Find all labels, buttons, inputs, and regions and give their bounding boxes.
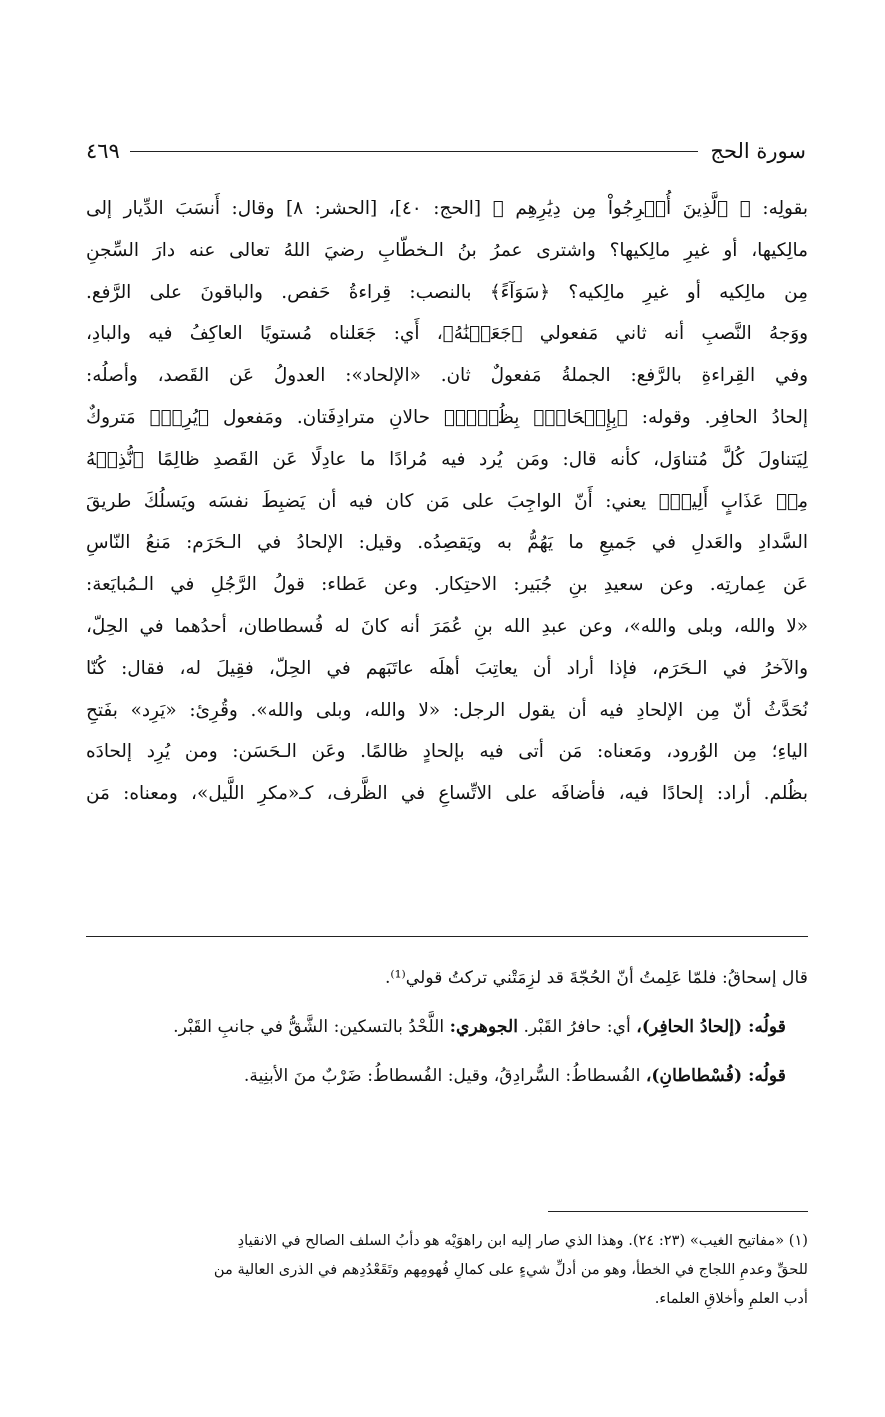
main-text-line: مِنۡ عَذَابٍ أَلِيمٖ﴾ يعني: أَنّ الواجِبَ على مَن كان فيه أن يَضبِطَ نفسَه ويَسلُكَ طريقَ bbox=[86, 490, 808, 512]
main-text-line: مالِكيها، أو غيرِ مالِكيها؟ واشترى عمرُ بنُ الـخطّابِ رضيَ اللهُ تعالى عنه دارَ السِّجنِ bbox=[86, 239, 808, 261]
commentary-note-text: أي: حافرُ القَبْر. bbox=[518, 1017, 637, 1037]
main-text-line: لِيَتناولَ كُلَّ مُتناوَل، كأنه قال: ومَن يُرد فيه مُرادًا ما عادِلًا عَن القَصدِ ظالِمًا ﴿نُّذِقۡهُ bbox=[86, 448, 808, 470]
commentary-note bbox=[86, 1009, 808, 1046]
commentary-note-text: اللَّحْدُ بالتسكين: الشَّقُّ في جانبِ القَبْر. bbox=[173, 1017, 450, 1037]
main-text-line: «لا والله، وبلى والله»، وعن عبدِ الله بنِ عُمَرَ أنه كانَ له فُسطاطان، أحدُهما في الحِلّ، bbox=[86, 615, 808, 637]
main-text-line: والآخرُ في الـحَرَم، فإذا أراد أن يعاتِبَ أهلَه عاتَبَهم في الحِلّ، فقِيلَ له، فقال: كُنّا bbox=[86, 657, 808, 679]
commentary-note-label: قولُه: (إلحادُ الحافِر)، bbox=[636, 1017, 786, 1037]
main-text-line: بقولِه: ﴿ ٱلَّذِينَ أُخۡرِجُواْ مِن دِيَٰرِهِم ﴾ [الحج: ٤٠]، [الحشر: ٨] وقال: أَنسَبَ الدِّيار إلى bbox=[86, 198, 808, 219]
commentary-note-source: الجوهري: bbox=[449, 1017, 518, 1037]
main-text-line: عَن عِمارتِه. وعن سعيدِ بنِ جُبَير: الاحتِكار. وعن عَطاء: قولُ الرَّجُلِ في الـمُبايَعة: bbox=[86, 574, 808, 596]
footnote-line: (١) «مفاتيح الغيب» (٢٣: ٢٤). وهذا الذي صار إليه ابن راهوَيْه هو دأبُ السلف الصالح في الانقيادِ bbox=[237, 1232, 808, 1249]
footnote-divider bbox=[548, 1211, 808, 1212]
footnote-line: للحقِّ وعدمِ اللجاج في الخطأ، وهو من أدلِّ شيءٍ على كمالِ فُهومِهم وتَقَعْدُدِهم في الذرى العالية من bbox=[213, 1261, 808, 1278]
running-header bbox=[86, 136, 806, 166]
main-text-line: إلحادُ الحافِر. وقوله: ﴿بِإِلۡحَادِۭ بِظُلۡمٖ﴾ حالانِ مترادِفَتان. ومَفعول ﴿يُرِدۡ﴾ مَتروكٌ bbox=[86, 406, 808, 428]
commentary bbox=[86, 960, 808, 1107]
main-text-line: وفي القِراءةِ بالرَّفع: الجملةُ مَفعولٌ ثان. «الإلحاد»: العدولُ عَن القَصد، وأصلُه: bbox=[86, 365, 808, 387]
main-text-line: السَّدادِ والعَدلِ في جَميعِ ما يَهُمُّ به ويَقصِدُه. وقيل: الإلحادُ في الـحَرَم: مَنعُ النّاسِ bbox=[86, 532, 808, 554]
main-text bbox=[86, 188, 808, 815]
chapter-title: سورة الحج bbox=[710, 139, 806, 163]
commentary-verse: قال إسحاقُ: فلمّا عَلِمتُ أنّ الحُجّةَ قد لزِمَتْني تركتُ قولي⁽¹⁾. bbox=[384, 968, 808, 988]
commentary-note bbox=[86, 1058, 808, 1095]
commentary-note-text: الفُسطاطُ: السُّرادِقُ، وقيل: الفُسطاطُ: ضَرْبٌ منَ الأبنِية. bbox=[243, 1066, 646, 1086]
commentary-divider bbox=[86, 936, 808, 937]
main-text-line: الياءِ؛ مِن الوُرود، ومَعناه: مَن أتى فيه بإلحادٍ ظالمًا. وعَن الـحَسَن: ومن يُرِد إلحادَه bbox=[86, 741, 808, 763]
page-number: ٤٦٩ bbox=[86, 139, 120, 163]
footnote-line: أدب العلمِ وأخلاقِ العلماء. bbox=[654, 1290, 808, 1307]
header-rule bbox=[130, 151, 699, 152]
main-text-line: نُحَدَّثُ أنّ مِن الإلحادِ فيه أن يقول الرجل: «لا والله، وبلى والله». وقُرِئ: «يَرِد» بفَتحِ bbox=[86, 699, 808, 721]
footnotes bbox=[86, 1226, 808, 1313]
commentary-note-label: قولُه: (فُسْطاطانِ)، bbox=[645, 1066, 786, 1086]
main-text-line: ووَجهُ النَّصبِ أنه ثاني مَفعولي ﴿جَعَلۡنَٰهُ﴾، أَي: جَعَلناه مُستويًا العاكِفُ فيه والبادِ، bbox=[86, 323, 808, 345]
main-text-line: بظُلم. أراد: إلحادًا فيه، فأضافَه على الاتِّساعِ في الظَّرف، كـ«مكرِ اللَّيل»، ومعناه: مَن bbox=[86, 783, 808, 805]
main-text-line: مِن مالِكيه أو غيرِ مالِكيه؟ ﴿سَوَآءً﴾ بالنصب: قِراءةُ حَفص. والباقونَ على الرَّفع. bbox=[86, 281, 808, 303]
